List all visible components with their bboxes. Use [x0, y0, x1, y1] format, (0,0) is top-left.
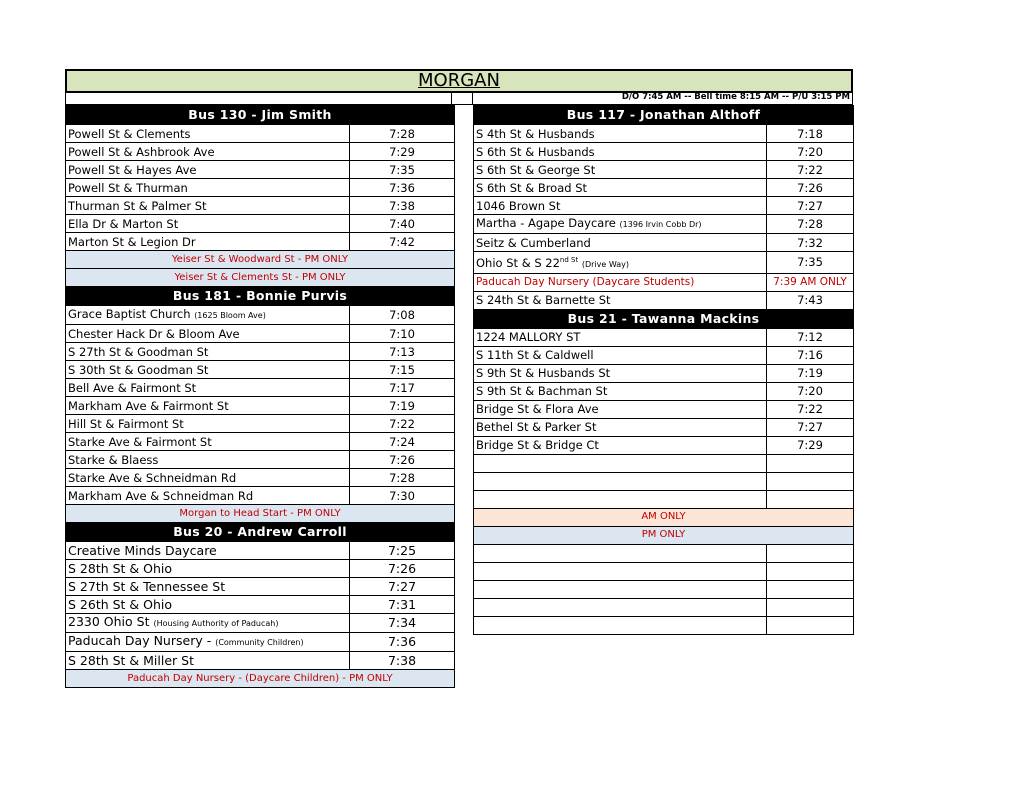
stop-time: 7:27 — [350, 578, 455, 596]
stop-label: Creative Minds Daycare — [68, 542, 217, 558]
table-row — [66, 633, 455, 652]
stop-label: Markham Ave & Schneidman Rd — [68, 488, 254, 503]
stop-label: Grace Baptist Church — [68, 307, 191, 321]
note-label: Yeiser St & Woodward St - PM ONLY — [66, 251, 455, 269]
stop-name — [66, 215, 350, 233]
table-row — [474, 197, 854, 215]
stop-name — [66, 397, 350, 415]
stop-name — [474, 418, 767, 436]
stop-label: Powell St & Ashbrook Ave — [68, 144, 215, 159]
table-row — [474, 215, 854, 234]
table-row — [66, 578, 455, 596]
bus-header-label: Bus 130 - Jim Smith — [66, 106, 455, 125]
stop-label: Ohio St & S 22 — [476, 255, 560, 270]
stop-label: Starke Ave & Schneidman Rd — [68, 470, 237, 485]
table-row — [474, 125, 854, 143]
empty-cell — [767, 616, 854, 634]
stop-name — [66, 306, 350, 325]
empty-row — [474, 616, 854, 634]
schedule-sheet — [65, 69, 853, 684]
table-row — [474, 418, 854, 436]
stop-label: 1224 MALLORY ST — [476, 330, 581, 345]
stop-label: Hill St & Fairmont St — [68, 416, 184, 431]
stop-name — [474, 400, 767, 418]
empty-row — [474, 472, 854, 490]
am-only-note — [474, 508, 854, 526]
stop-label: S 26th St & Ohio — [68, 596, 173, 612]
stop-label: S 6th St & Husbands — [476, 144, 595, 159]
stop-time: 7:35 — [767, 252, 854, 274]
stop-name — [66, 542, 350, 560]
bus-header-label: Bus 117 - Jonathan Althoff — [474, 106, 854, 125]
table-row — [474, 382, 854, 400]
stop-name — [66, 614, 350, 633]
table-row — [474, 161, 854, 179]
stop-time: 7:25 — [350, 542, 455, 560]
stop-detail: (Drive Way) — [581, 259, 630, 269]
stop-time: 7:15 — [350, 361, 455, 379]
empty-cell — [474, 544, 767, 562]
left-column — [65, 105, 454, 688]
stop-time: 7:19 — [767, 364, 854, 382]
stop-label: Bridge St & Flora Ave — [476, 402, 599, 417]
stop-time: 7:27 — [767, 197, 854, 215]
stop-name — [474, 291, 767, 309]
table-row — [66, 215, 455, 233]
table-row — [66, 415, 455, 433]
stop-detail: (1625 Bloom Ave) — [194, 311, 266, 320]
stop-time: 7:27 — [767, 418, 854, 436]
stop-name — [66, 487, 350, 505]
empty-cell — [474, 598, 767, 616]
schedule-info: D/O 7:45 AM -- Bell time 8:15 AM -- P/U 3:15 PM — [472, 91, 853, 105]
left-table — [65, 105, 455, 688]
stop-time: 7:08 — [350, 306, 455, 325]
bus-117-header — [474, 106, 854, 125]
stop-name — [474, 143, 767, 161]
table-row — [66, 325, 455, 343]
table-row — [66, 433, 455, 451]
table-row — [66, 560, 455, 578]
stop-label: S 27th St & Tennessee St — [68, 578, 226, 594]
stop-time: 7:10 — [350, 325, 455, 343]
stop-name — [66, 197, 350, 215]
empty-cell — [474, 562, 767, 580]
stop-label: Ella Dr & Marton St — [68, 216, 179, 231]
empty-cell — [767, 454, 854, 472]
table-row — [66, 451, 455, 469]
table-row — [66, 233, 455, 251]
stop-time: 7:26 — [767, 179, 854, 197]
pm-only-note — [66, 670, 455, 688]
stop-label: S 24th St & Barnette St — [476, 293, 611, 308]
stop-label: S 6th St & George St — [476, 162, 596, 177]
stop-time: 7:22 — [350, 415, 455, 433]
stop-name — [66, 652, 350, 670]
stop-label: Paducah Day Nursery - — [68, 633, 212, 648]
stop-time: 7:13 — [350, 343, 455, 361]
stop-time: 7:34 — [350, 614, 455, 633]
stop-name — [66, 578, 350, 596]
stop-time: 7:22 — [767, 161, 854, 179]
table-row — [66, 343, 455, 361]
table-row — [66, 596, 455, 614]
table-row — [474, 273, 854, 291]
stop-name — [474, 273, 767, 291]
bus-21-header — [474, 309, 854, 328]
empty-row — [474, 454, 854, 472]
stop-label: Powell St & Clements — [68, 126, 191, 141]
stop-time: 7:39 AM ONLY — [767, 273, 854, 291]
stop-label: S 28th St & Miller St — [68, 652, 194, 668]
stop-time: 7:38 — [350, 197, 455, 215]
stop-time: 7:17 — [350, 379, 455, 397]
note-label: Paducah Day Nursery - (Daycare Children) - PM ONLY — [66, 670, 455, 688]
stop-time: 7:26 — [350, 560, 455, 578]
bus-130-header — [66, 106, 455, 125]
empty-cell — [767, 472, 854, 490]
stop-label: S 9th St & Bachman St — [476, 384, 608, 399]
stop-time: 7:28 — [350, 469, 455, 487]
stop-detail: (1396 Irvin Cobb Dr) — [619, 220, 702, 229]
empty-row — [474, 490, 854, 508]
table-row — [66, 652, 455, 670]
table-row — [66, 197, 455, 215]
stop-label: Bridge St & Bridge Ct — [476, 438, 599, 453]
table-row — [66, 143, 455, 161]
stop-name — [66, 325, 350, 343]
stop-label: Markham Ave & Fairmont St — [68, 398, 229, 413]
table-row — [66, 125, 455, 143]
stop-name — [66, 415, 350, 433]
stop-label: Thurman St & Palmer St — [68, 198, 207, 213]
stop-time: 7:29 — [767, 436, 854, 454]
table-row — [66, 397, 455, 415]
stop-name — [474, 125, 767, 143]
stop-name — [66, 179, 350, 197]
stop-time: 7:40 — [350, 215, 455, 233]
table-row — [66, 469, 455, 487]
stop-name — [66, 343, 350, 361]
empty-cell — [474, 472, 767, 490]
bus-181-header — [66, 287, 455, 306]
stop-name — [66, 633, 350, 652]
stop-name — [474, 179, 767, 197]
table-row — [66, 161, 455, 179]
stop-time: 7:35 — [350, 161, 455, 179]
stop-name — [66, 560, 350, 578]
stop-time: 7:38 — [350, 652, 455, 670]
table-row — [66, 179, 455, 197]
table-row — [474, 400, 854, 418]
table-row — [66, 542, 455, 560]
bus-header-label: Bus 20 - Andrew Carroll — [66, 523, 455, 542]
stop-label: 1046 Brown St — [476, 198, 561, 213]
stop-superscript: nd St — [559, 256, 579, 264]
stop-detail: (Community Children) — [215, 638, 304, 647]
info-row — [65, 91, 853, 105]
table-row — [474, 364, 854, 382]
bus-header-label: Bus 21 - Tawanna Mackins — [474, 309, 854, 328]
stop-label: Marton St & Legion Dr — [68, 234, 196, 249]
empty-cell — [767, 598, 854, 616]
stop-label: 2330 Ohio St — [68, 614, 150, 629]
right-table — [473, 105, 854, 635]
empty-row — [474, 598, 854, 616]
stop-name — [474, 346, 767, 364]
note-label: AM ONLY — [474, 508, 854, 526]
empty-cell — [767, 562, 854, 580]
note-label: PM ONLY — [474, 526, 854, 544]
empty-cell — [474, 490, 767, 508]
stop-name — [474, 436, 767, 454]
table-row — [474, 346, 854, 364]
stop-time: 7:20 — [767, 143, 854, 161]
empty-cell — [474, 454, 767, 472]
stop-label: Starke Ave & Fairmont St — [68, 434, 212, 449]
stop-label: Bethel St & Parker St — [476, 420, 597, 435]
stop-time: 7:28 — [350, 125, 455, 143]
right-column — [473, 105, 853, 635]
table-row — [474, 436, 854, 454]
stop-name — [66, 361, 350, 379]
stop-time: 7:19 — [350, 397, 455, 415]
page-title: MORGAN — [65, 69, 853, 93]
table-row — [66, 379, 455, 397]
stop-name — [66, 433, 350, 451]
stop-time: 7:30 — [350, 487, 455, 505]
stop-time: 7:16 — [767, 346, 854, 364]
pm-only-note — [474, 526, 854, 544]
stop-name — [474, 234, 767, 252]
empty-row — [474, 580, 854, 598]
note-label: Yeiser St & Clements St - PM ONLY — [66, 269, 455, 287]
stop-label: Seitz & Cumberland — [476, 235, 591, 250]
stop-label: Chester Hack Dr & Bloom Ave — [68, 326, 240, 341]
empty-row — [474, 562, 854, 580]
stop-time: 7:26 — [350, 451, 455, 469]
table-row — [66, 306, 455, 325]
stop-name — [474, 364, 767, 382]
stop-name — [66, 233, 350, 251]
stop-name — [474, 382, 767, 400]
table-row — [66, 614, 455, 633]
stop-label: Powell St & Thurman — [68, 180, 188, 195]
stop-label: Starke & Blaess — [68, 452, 159, 467]
empty-cell — [767, 490, 854, 508]
stop-label: Powell St & Hayes Ave — [68, 162, 197, 177]
pm-only-note — [66, 269, 455, 287]
empty-cell — [767, 544, 854, 562]
table-row — [474, 328, 854, 346]
empty-cell — [767, 580, 854, 598]
stop-time: 7:20 — [767, 382, 854, 400]
stop-time: 7:31 — [350, 596, 455, 614]
stop-name — [66, 125, 350, 143]
stop-label: S 11th St & Caldwell — [476, 348, 594, 363]
stop-time: 7:29 — [350, 143, 455, 161]
stop-name — [474, 328, 767, 346]
stop-time: 7:32 — [767, 234, 854, 252]
stop-time: 7:28 — [767, 215, 854, 234]
table-row — [474, 179, 854, 197]
stop-name — [66, 379, 350, 397]
stop-name — [474, 161, 767, 179]
stop-time: 7:22 — [767, 400, 854, 418]
table-row — [474, 291, 854, 309]
stop-label: Paducah Day Nursery (Daycare Students) — [476, 276, 695, 289]
table-row — [474, 234, 854, 252]
stop-name — [66, 143, 350, 161]
stop-label: S 28th St & Ohio — [68, 560, 173, 576]
pm-only-note — [66, 505, 455, 523]
stop-label: S 27th St & Goodman St — [68, 344, 209, 359]
stop-detail: (Housing Authority of Paducah) — [153, 619, 279, 628]
stop-label: S 4th St & Husbands — [476, 126, 595, 141]
table-row — [474, 143, 854, 161]
stop-time: 7:36 — [350, 179, 455, 197]
stop-name — [66, 161, 350, 179]
bus-header-label: Bus 181 - Bonnie Purvis — [66, 287, 455, 306]
stop-name — [66, 451, 350, 469]
bus-20-header — [66, 523, 455, 542]
empty-row — [474, 544, 854, 562]
stop-time: 7:43 — [767, 291, 854, 309]
stop-label: S 30th St & Goodman St — [68, 362, 209, 377]
stop-label: S 9th St & Husbands St — [476, 366, 611, 381]
stop-time: 7:12 — [767, 328, 854, 346]
empty-cell — [474, 616, 767, 634]
stop-name — [66, 469, 350, 487]
empty-cell — [474, 580, 767, 598]
table-row — [474, 252, 854, 274]
stop-name — [66, 596, 350, 614]
stop-name — [474, 252, 767, 274]
table-row — [66, 487, 455, 505]
stop-time: 7:42 — [350, 233, 455, 251]
stop-name — [474, 197, 767, 215]
stop-time: 7:18 — [767, 125, 854, 143]
stop-label: Martha - Agape Daycare — [476, 216, 616, 230]
note-label: Morgan to Head Start - PM ONLY — [66, 505, 455, 523]
stop-label: S 6th St & Broad St — [476, 180, 588, 195]
stop-time: 7:24 — [350, 433, 455, 451]
table-row — [66, 361, 455, 379]
pm-only-note — [66, 251, 455, 269]
stop-label: Bell Ave & Fairmont St — [68, 380, 197, 395]
stop-time: 7:36 — [350, 633, 455, 652]
stop-name — [474, 215, 767, 234]
